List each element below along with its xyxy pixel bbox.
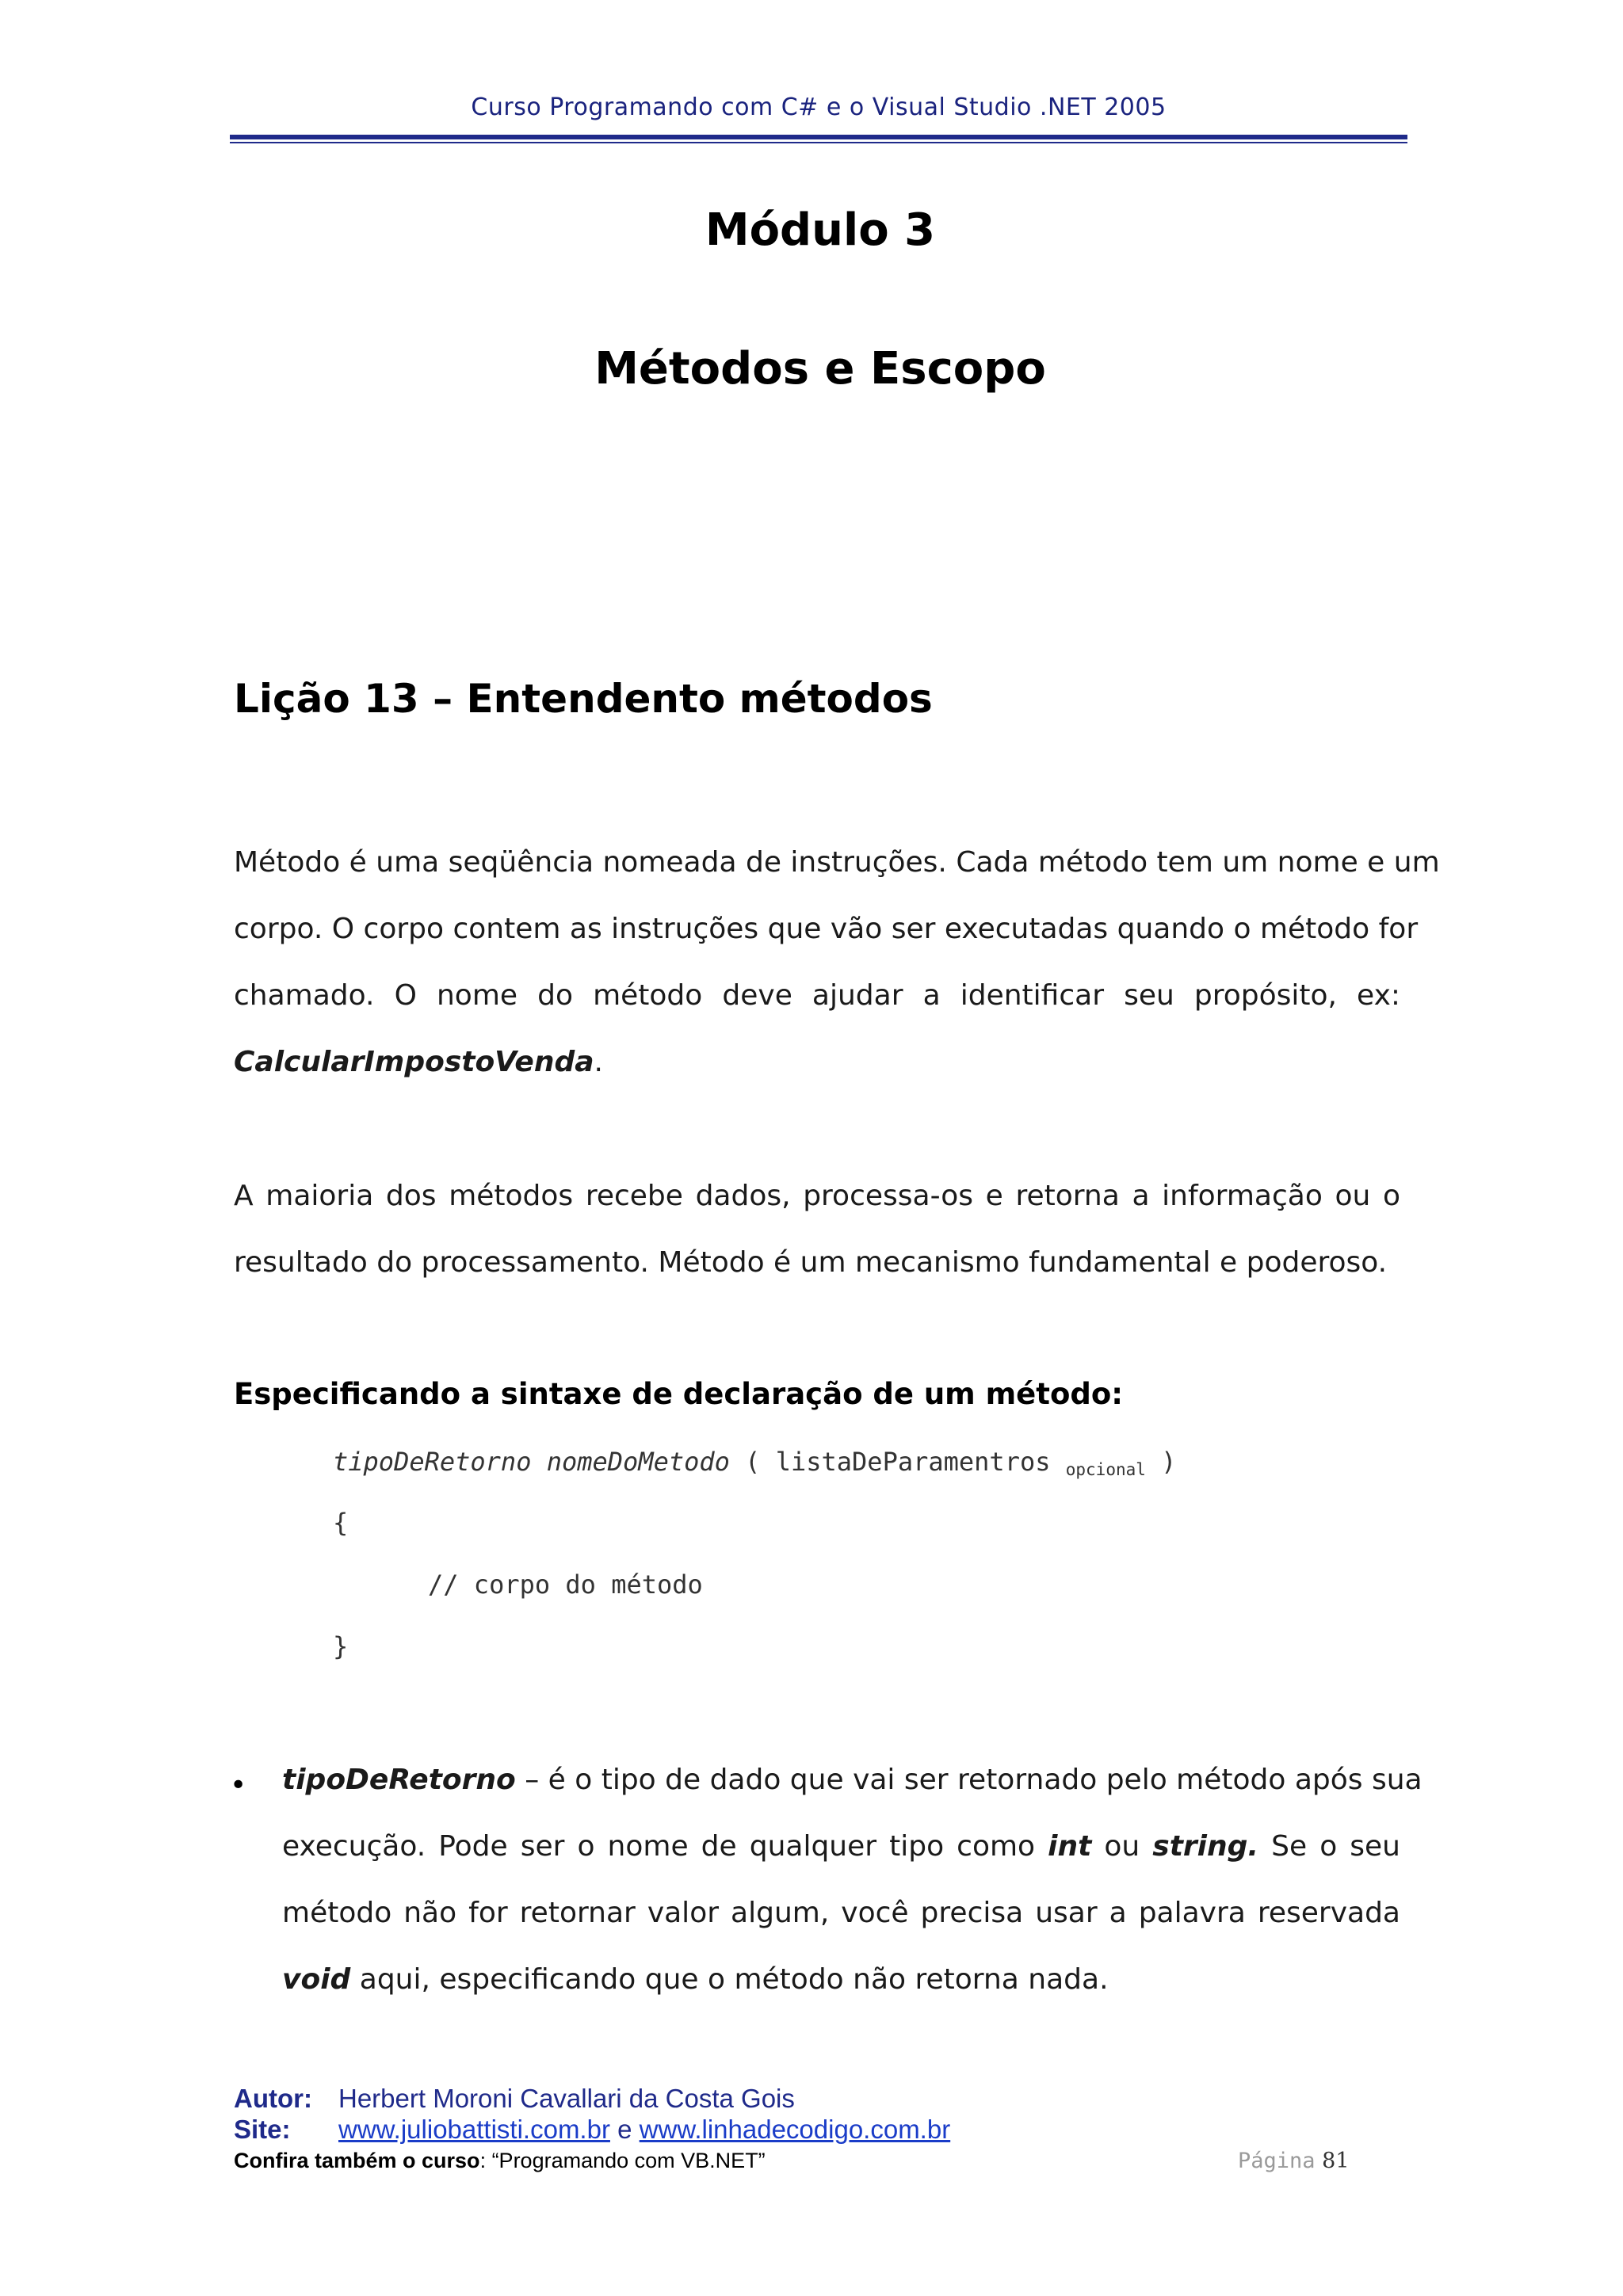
- paragraph-method-definition: [234, 830, 1440, 1096]
- author-name: Herbert Moroni Cavallari da Costa Gois: [338, 2084, 795, 2113]
- footer-note-text: : “Programando com VB.NET”: [479, 2149, 766, 2172]
- code-brace-open: {: [333, 1508, 349, 1538]
- module-title: Módulo 3: [705, 204, 936, 256]
- site-separator: e: [609, 2115, 640, 2144]
- bullet-line: [282, 1947, 1400, 2013]
- code-comment: // corpo do método: [428, 1569, 703, 1600]
- void-keyword: void: [282, 1963, 351, 1996]
- bullet-line-text: aqui, especificando que o método não retorna nada.: [350, 1963, 1109, 1996]
- example-period: .: [594, 1046, 603, 1078]
- paragraph-line: chamado. O nome do método deve ajudar a identificar seu propósito, ex:: [234, 979, 1400, 1012]
- author-label: Autor:: [234, 2084, 312, 2113]
- code-brace-close: }: [333, 1631, 349, 1661]
- bullet-line-text: – é o tipo de dado que vai ser retornado pelo método após sua: [515, 1764, 1423, 1796]
- code-parameters: ( listaDeParamentros: [745, 1447, 1051, 1477]
- paragraph-line: resultado do processamento. Método é um mecanismo fundamental e poderoso.: [234, 1246, 1388, 1279]
- bullet-return-type: [282, 1747, 1423, 2013]
- site-label: Site:: [234, 2115, 291, 2144]
- paragraph-line: Método é uma seqüência nomeada de instruções. Cada método tem um nome e um: [234, 846, 1440, 879]
- code-method-name: nomeDoMetodo: [546, 1447, 730, 1477]
- bullet-line: método não for retornar valor algum, você precisa usar a palavra reservada: [282, 1897, 1400, 1929]
- bullet-term: tipoDeRetorno: [282, 1764, 516, 1796]
- bullet-line: [282, 1814, 1400, 1880]
- course-header: Curso Programando com C# e o Visual Studio .NET 2005: [471, 93, 1167, 121]
- page-number: [1238, 2149, 1350, 2173]
- code-signature-line: [333, 1447, 1176, 1477]
- code-paren-close: ): [1161, 1447, 1177, 1477]
- paragraph-line: corpo. O corpo contem as instruções que vão ser executadas quando o método for: [234, 913, 1419, 945]
- code-optional-subscript: opcional: [1065, 1460, 1146, 1479]
- site-links: [338, 2115, 950, 2145]
- lesson-title: Lição 13 – Entendento métodos: [234, 676, 933, 722]
- header-rule-thick: [230, 135, 1407, 139]
- string-keyword: string.: [1152, 1830, 1259, 1863]
- syntax-heading: Especificando a sintaxe de declaração de um método:: [234, 1377, 1124, 1411]
- int-keyword: int: [1048, 1830, 1092, 1863]
- header-rule-thin: [230, 142, 1407, 143]
- page-label: Página: [1238, 2149, 1316, 2173]
- paragraph-line: A maioria dos métodos recebe dados, processa-os e retorna a informação ou o: [234, 1180, 1400, 1212]
- example-method-name: CalcularImpostoVenda: [234, 1046, 594, 1078]
- bullet-icon: •: [230, 1769, 247, 1802]
- site-link-juliobattisti[interactable]: www.juliobattisti.com.br: [338, 2115, 610, 2144]
- footer-note: [234, 2149, 766, 2173]
- bullet-line-text: ou: [1091, 1830, 1153, 1863]
- paragraph-line: [234, 1029, 1400, 1096]
- module-subtitle: Métodos e Escopo: [594, 343, 1046, 395]
- bullet-line: [282, 1747, 1423, 1814]
- code-return-type: tipoDeRetorno: [333, 1447, 532, 1477]
- paragraph-method-purpose: [234, 1163, 1400, 1296]
- page-value: 81: [1322, 2149, 1350, 2173]
- footer-note-bold: Confira também o curso: [234, 2149, 480, 2172]
- bullet-line-text: Se o seu: [1258, 1830, 1400, 1863]
- bullet-line-text: execução. Pode ser o nome de qualquer tipo como: [282, 1830, 1048, 1863]
- site-link-linhadecodigo[interactable]: www.linhadecodigo.com.br: [639, 2115, 951, 2144]
